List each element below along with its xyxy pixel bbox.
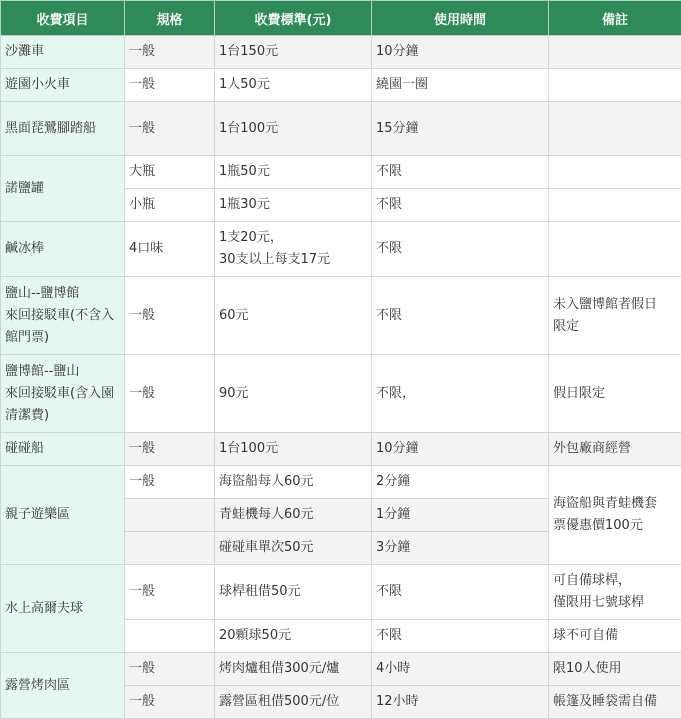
spec-cell: 一般: [125, 69, 215, 102]
fee-cell: 1台100元: [215, 433, 372, 466]
time-cell: 10分鐘: [372, 36, 549, 69]
fee-cell: 青蛙機每人60元: [215, 499, 372, 532]
time-cell: 15分鐘: [372, 102, 549, 156]
item-cell: 親子遊樂區: [1, 466, 125, 565]
table-row: [1, 69, 681, 102]
spec-cell: 一般: [125, 653, 215, 686]
spec-cell: 一般: [125, 355, 215, 433]
item-cell: 諾鹽罐: [1, 156, 125, 222]
spec-cell: 4口味: [125, 222, 215, 277]
time-cell: 不限: [372, 565, 549, 620]
fee-line: 1支20元，: [219, 227, 367, 249]
time-cell: 不限，: [372, 355, 549, 433]
fee-cell: 海盜船每人60元: [215, 466, 372, 499]
header-spec: 規格: [125, 1, 215, 36]
table-header-row: [1, 1, 681, 36]
time-cell: 不限: [372, 189, 549, 222]
note-line: 可自備球桿，: [553, 570, 677, 592]
spec-cell: 一般: [125, 565, 215, 620]
spec-cell: 小瓶: [125, 189, 215, 222]
spec-cell: 一般: [125, 102, 215, 156]
table-row: [1, 355, 681, 433]
spec-cell: 一般: [125, 36, 215, 69]
fee-cell: 60元: [215, 277, 372, 355]
time-cell: 不限: [372, 620, 549, 653]
time-cell: 1分鐘: [372, 499, 549, 532]
item-line: 館門票): [5, 327, 120, 349]
note-line: 海盜船與青蛙機套: [553, 493, 677, 515]
fee-cell: 烤肉爐租借300元/爐: [215, 653, 372, 686]
header-note: 備註: [549, 1, 681, 36]
item-cell: 露營烤肉區: [1, 653, 125, 719]
note-cell: 帳篷及睡袋需自備: [549, 686, 681, 719]
table-row: [1, 36, 681, 69]
fee-cell: 1瓶30元: [215, 189, 372, 222]
spec-cell: [125, 620, 215, 653]
table-row: [1, 102, 681, 156]
fee-cell: 1瓶50元: [215, 156, 372, 189]
item-line: 來回接駁車(不含入: [5, 305, 120, 327]
table-row: [1, 466, 681, 499]
fee-line: 30支以上每支17元: [219, 249, 367, 271]
item-line: 來回接駁車(含入園: [5, 383, 120, 405]
header-fee: 收費標準(元): [215, 1, 372, 36]
note-line: 僅限用七號球桿: [553, 592, 677, 614]
table-row: [1, 222, 681, 277]
note-cell: [549, 565, 681, 620]
note-line: 票優惠價100元: [553, 515, 677, 537]
header-time: 使用時間: [372, 1, 549, 36]
note-cell: 外包廠商經營: [549, 433, 681, 466]
time-cell: 12小時: [372, 686, 549, 719]
time-cell: 3分鐘: [372, 532, 549, 565]
header-item: 收費項目: [1, 1, 125, 36]
note-cell: [549, 36, 681, 69]
fee-cell: 90元: [215, 355, 372, 433]
item-cell: 黑面琵鷺腳踏船: [1, 102, 125, 156]
fee-cell: 球桿租借50元: [215, 565, 372, 620]
note-cell: [549, 189, 681, 222]
note-cell: 假日限定: [549, 355, 681, 433]
item-line: 鹽博館--鹽山: [5, 361, 120, 383]
fee-cell: 1人50元: [215, 69, 372, 102]
fee-cell: 1台100元: [215, 102, 372, 156]
fee-cell: 20顆球50元: [215, 620, 372, 653]
spec-cell: 一般: [125, 433, 215, 466]
item-cell: [1, 355, 125, 433]
spec-cell: 一般: [125, 277, 215, 355]
table-row: [1, 156, 681, 189]
time-cell: 10分鐘: [372, 433, 549, 466]
item-cell: [1, 277, 125, 355]
note-line: 限定: [553, 316, 677, 338]
spec-cell: 一般: [125, 686, 215, 719]
note-cell: [549, 277, 681, 355]
item-line: 鹽山--鹽博館: [5, 283, 120, 305]
table-row: [1, 653, 681, 686]
note-cell: [549, 222, 681, 277]
table-row: [1, 277, 681, 355]
item-cell: 遊園小火車: [1, 69, 125, 102]
table-row: [1, 565, 681, 620]
item-cell: 水上高爾夫球: [1, 565, 125, 653]
note-cell: 限10人使用: [549, 653, 681, 686]
time-cell: 繞園一圈: [372, 69, 549, 102]
time-cell: 不限: [372, 156, 549, 189]
time-cell: 不限: [372, 277, 549, 355]
spec-cell: 一般: [125, 466, 215, 499]
note-line: 未入鹽博館者假日: [553, 294, 677, 316]
note-cell: [549, 102, 681, 156]
item-line: 清潔費): [5, 405, 120, 427]
table-row: [1, 433, 681, 466]
spec-cell: [125, 532, 215, 565]
item-cell: 鹹冰棒: [1, 222, 125, 277]
note-cell: 球不可自備: [549, 620, 681, 653]
time-cell: 不限: [372, 222, 549, 277]
time-cell: 2分鐘: [372, 466, 549, 499]
spec-cell: [125, 499, 215, 532]
spec-cell: 大瓶: [125, 156, 215, 189]
fee-cell: 碰碰車單次50元: [215, 532, 372, 565]
note-cell: [549, 69, 681, 102]
fee-cell: 露營區租借500元/位: [215, 686, 372, 719]
item-cell: 碰碰船: [1, 433, 125, 466]
time-cell: 4小時: [372, 653, 549, 686]
note-cell: [549, 156, 681, 189]
fee-cell: 1台150元: [215, 36, 372, 69]
note-cell: [549, 466, 681, 565]
item-cell: 沙灘車: [1, 36, 125, 69]
fee-cell: [215, 222, 372, 277]
